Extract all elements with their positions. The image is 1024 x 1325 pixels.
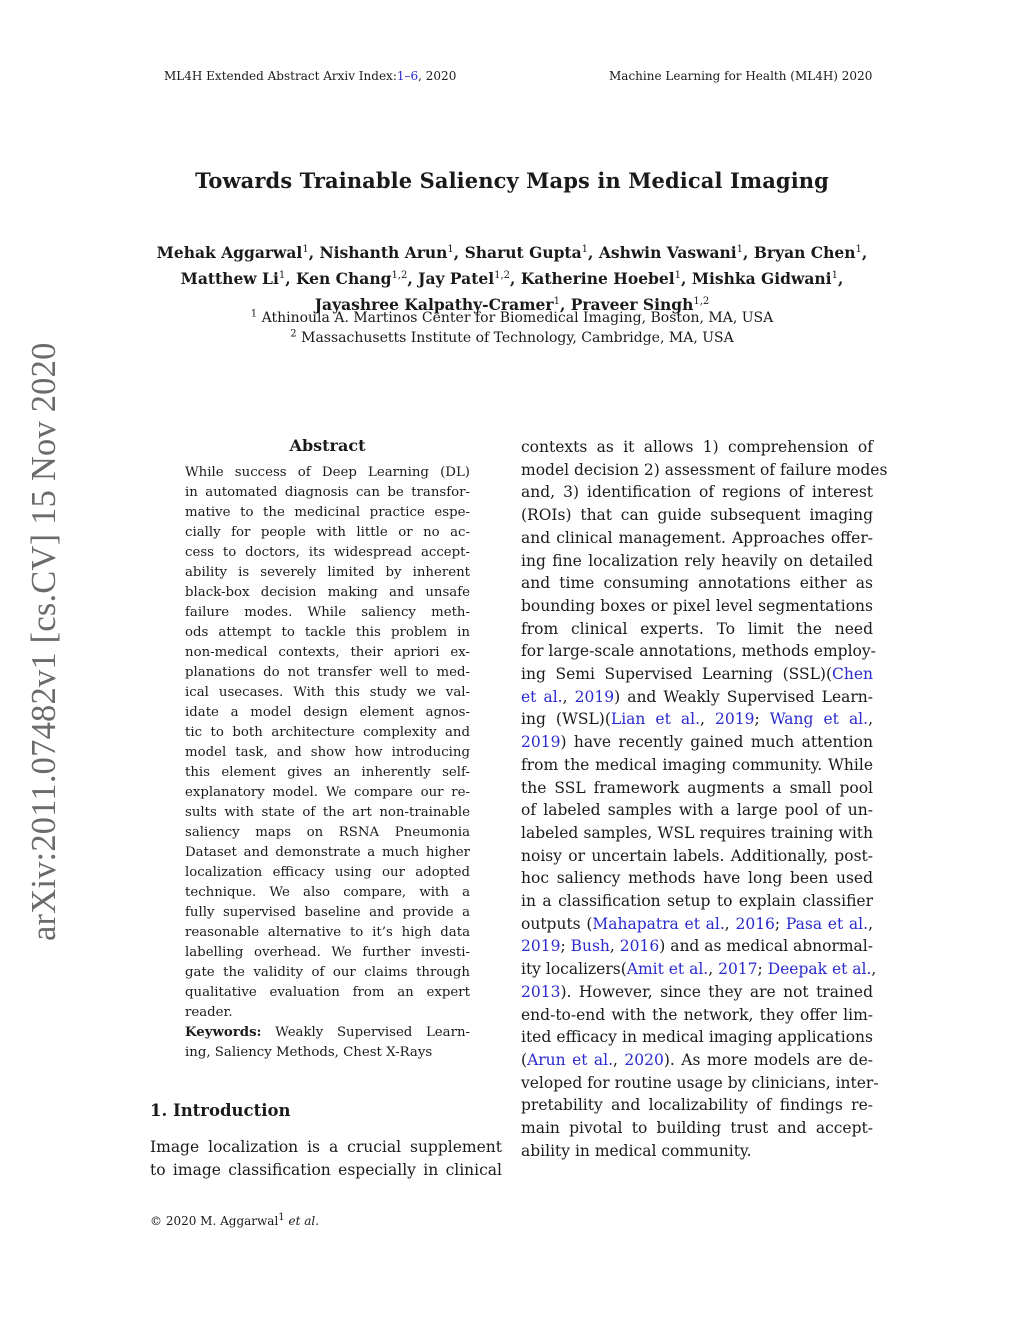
affiliation-1: $^1$ Athinoula A. Martinos Center for Biomedical Imaging, Boston, MA, USA: [250, 308, 774, 326]
text-line: for large-scale annotations, methods employ-: [521, 642, 876, 661]
citation-link[interactable]: 2019: [521, 937, 561, 956]
citation-link[interactable]: 2019: [714, 710, 755, 729]
text-line: end-to-end with the network, they offer lim-: [521, 1005, 873, 1024]
citation-link[interactable]: 2016: [735, 914, 775, 933]
text-line: ing Semi Supervised Learning (SSL)(Chen: [521, 665, 873, 684]
text-line: veloped for routine usage by clinicians, inter-: [521, 1073, 879, 1092]
text-line: and clinical management. Approaches offer-: [521, 528, 873, 547]
abstract-line: reasonable alternative to it’s high data: [185, 925, 470, 940]
text-line: outputs (Mahapatra et al., 2016; Pasa et al.,: [521, 914, 873, 933]
abstract-line: planations do not transfer well to med-: [185, 665, 470, 680]
abstract-line: While success of Deep Learning (DL): [185, 465, 470, 480]
right-column-text: [521, 436, 888, 1163]
text-line: 2019) have recently gained much attention: [521, 733, 873, 752]
text-line: pretability and localizability of findings re-: [521, 1096, 873, 1115]
abstract-body: [185, 463, 470, 1063]
abstract-line: reader.: [185, 1005, 233, 1020]
text-line: and, 3) identification of regions of interest: [521, 483, 873, 502]
abstract-line: cially for people with little or no ac-: [185, 525, 470, 540]
index-link[interactable]: 1–6: [396, 69, 419, 83]
text-line: from clinical experts. To limit the need: [521, 619, 873, 638]
citation-link[interactable]: 2017: [718, 960, 758, 979]
author-list: Mehak Aggarwal$^1$, Nishanth Arun$^1$, Sharut Gupta$^1$, Ashwin Vaswani$^1$, Bryan Chen$^1$, Matthew Li$^1$, Ken Chang$^{1,2}$, Jay Patel$^{1,2}$, Katherine Hoebel$^1$, Mishka Gidwani$^1$, Jayashree Kalpathy-Cramer$^1$, Praveer Singh$^{1,2}$: [156, 243, 868, 314]
citation-link[interactable]: 2020: [624, 1050, 664, 1069]
abstract-line: in automated diagnosis can be transfor-: [185, 485, 470, 500]
citation-link[interactable]: Mahapatra et al.: [592, 914, 725, 933]
text-line: ited efficacy in medical imaging applications: [521, 1028, 873, 1047]
keywords-line: Keywords: Weakly Supervised Learn-: [185, 1025, 470, 1040]
affiliation-2: $^2$ Massachusetts Institute of Technology, Cambridge, MA, USA: [290, 328, 734, 346]
text-line: the SSL framework augments a small pool: [521, 778, 873, 797]
author: Nishanth Arun$^1$: [319, 243, 454, 262]
text-line: and time consuming annotations either as: [521, 574, 873, 593]
abstract-line: explanatory model. We compare our re-: [185, 785, 470, 800]
text-line: et al., 2019) and Weakly Supervised Learn-: [521, 687, 873, 706]
arxiv-identifier-stamp: arXiv:2011.07482v1 [cs.CV] 15 Nov 2020: [25, 342, 63, 941]
abstract-line: tic to both architecture complexity and: [185, 725, 470, 740]
keywords-label: Keywords:: [185, 1025, 262, 1040]
text-line: 2019; Bush, 2016) and as medical abnormal-: [521, 937, 873, 956]
author: Jay Patel$^{1,2}$: [418, 269, 511, 288]
abstract-line: qualitative evaluation from an expert: [185, 985, 470, 1000]
abstract-line: mative to the medicinal practice espe-: [185, 505, 470, 520]
abstract-line: failure modes. While saliency meth-: [185, 605, 470, 620]
author: Ashwin Vaswani$^1$: [598, 243, 744, 262]
text-line: bounding boxes or pixel level segmentations: [521, 596, 873, 615]
author: Matthew Li$^1$: [180, 269, 286, 288]
abstract-line: gate the validity of our claims through: [185, 965, 470, 980]
citation-link[interactable]: Deepak et al.: [767, 960, 872, 979]
citation-link[interactable]: 2013: [521, 982, 561, 1001]
text-line: in a classification setup to explain classifier: [521, 892, 873, 911]
running-header-right: Machine Learning for Health (ML4H) 2020: [609, 69, 873, 83]
citation-link[interactable]: Wang et al.: [769, 710, 869, 729]
section-heading-introduction: 1. Introduction: [150, 1101, 291, 1120]
abstract-line: labelling overhead. We further investi-: [185, 945, 470, 960]
text-line: ity localizers(Amit et al., 2017; Deepak et al.,: [521, 960, 877, 979]
copyright-notice: © 2020 M. Aggarwal$^1$ et al.: [150, 1212, 320, 1228]
author: Ken Chang$^{1,2}$: [296, 269, 408, 288]
citation-link[interactable]: 2019: [574, 687, 615, 706]
keywords-line: ing, Saliency Methods, Chest X-Rays: [185, 1045, 433, 1060]
abstract-line: saliency maps on RSNA Pneumonia: [185, 825, 470, 840]
text-line: (ROIs) that can guide subsequent imaging: [521, 506, 873, 525]
author: Mishka Gidwani$^1$: [691, 269, 838, 288]
text-line: to image classification especially in clinical: [150, 1161, 502, 1179]
citation-link[interactable]: Arun et al.: [527, 1050, 614, 1069]
text-line: ability in medical community.: [521, 1141, 752, 1160]
citation-link[interactable]: Bush: [570, 937, 610, 956]
copyright-icon: ©: [150, 1214, 162, 1228]
abstract-line: model task, and show how introducing: [185, 745, 470, 760]
introduction-body: [150, 1136, 502, 1182]
abstract-line: Dataset and demonstrate a much higher: [185, 845, 470, 860]
abstract-line: ical usecases. With this study we val-: [185, 685, 470, 700]
text-line: of labeled samples with a large pool of un-: [521, 801, 873, 820]
citation-link[interactable]: Amit et al.: [626, 960, 709, 979]
citation-link[interactable]: et al.: [521, 687, 563, 706]
author: Jayashree Kalpathy-Cramer$^1$: [314, 295, 560, 314]
text-line: from the medical imaging community. While: [521, 755, 873, 774]
author: Katherine Hoebel$^1$: [520, 269, 682, 288]
text-line: Image localization is a crucial supplement: [150, 1138, 502, 1156]
abstract-line: cess to doctors, its widespread accept-: [185, 545, 470, 560]
abstract-line: technique. We also compare, with a: [185, 885, 470, 900]
author: Sharut Gupta$^1$: [464, 243, 589, 262]
author: Mehak Aggarwal$^1$: [156, 243, 309, 262]
abstract-heading: Abstract: [289, 436, 366, 455]
text-line: ing (WSL)(Lian et al., 2019; Wang et al.,: [521, 710, 874, 729]
text-line: ing fine localization rely heavily on detailed: [521, 551, 873, 570]
text-line: model decision 2) assessment of failure modes: [521, 460, 888, 479]
paper-title: Towards Trainable Saliency Maps in Medical Imaging: [195, 168, 829, 193]
author: Praveer Singh$^{1,2}$: [570, 295, 710, 314]
citation-link[interactable]: Pasa et al.: [785, 914, 869, 933]
abstract-line: sults with state of the art non-trainable: [185, 805, 470, 820]
citation-link[interactable]: 2016: [619, 937, 660, 956]
abstract-line: ability is severely limited by inherent: [185, 565, 470, 580]
abstract-line: this element gives an inherently self-: [185, 765, 470, 780]
running-header-left: ML4H Extended Abstract Arxiv Index:1–6, 2020: [164, 69, 457, 83]
text-line: hoc saliency methods have long been used: [521, 869, 873, 888]
abstract-line: black-box decision making and unsafe: [185, 585, 470, 600]
abstract-line: ods attempt to tackle this problem in: [185, 625, 470, 640]
abstract-line: idate a model design element agnos-: [185, 705, 470, 720]
abstract-line: localization efficacy using our adopted: [185, 865, 470, 880]
text-line: noisy or uncertain labels. Additionally, post-: [521, 846, 873, 865]
text-line: main pivotal to building trust and accept-: [521, 1119, 873, 1138]
citation-link[interactable]: 2019: [521, 733, 561, 752]
text-line: contexts as it allows 1) comprehension of: [521, 438, 873, 456]
citation-link[interactable]: Chen: [832, 665, 873, 684]
text-line: labeled samples, WSL requires training with: [521, 823, 873, 842]
citation-link[interactable]: Lian et al.: [610, 710, 700, 729]
text-line: 2013). However, since they are not trained: [521, 982, 873, 1001]
author: Bryan Chen$^1$: [753, 243, 862, 262]
abstract-line: fully supervised baseline and provide a: [185, 905, 470, 920]
abstract-line: non-medical contexts, their apriori ex-: [185, 645, 470, 660]
text-line: (Arun et al., 2020). As more models are de-: [521, 1050, 874, 1069]
